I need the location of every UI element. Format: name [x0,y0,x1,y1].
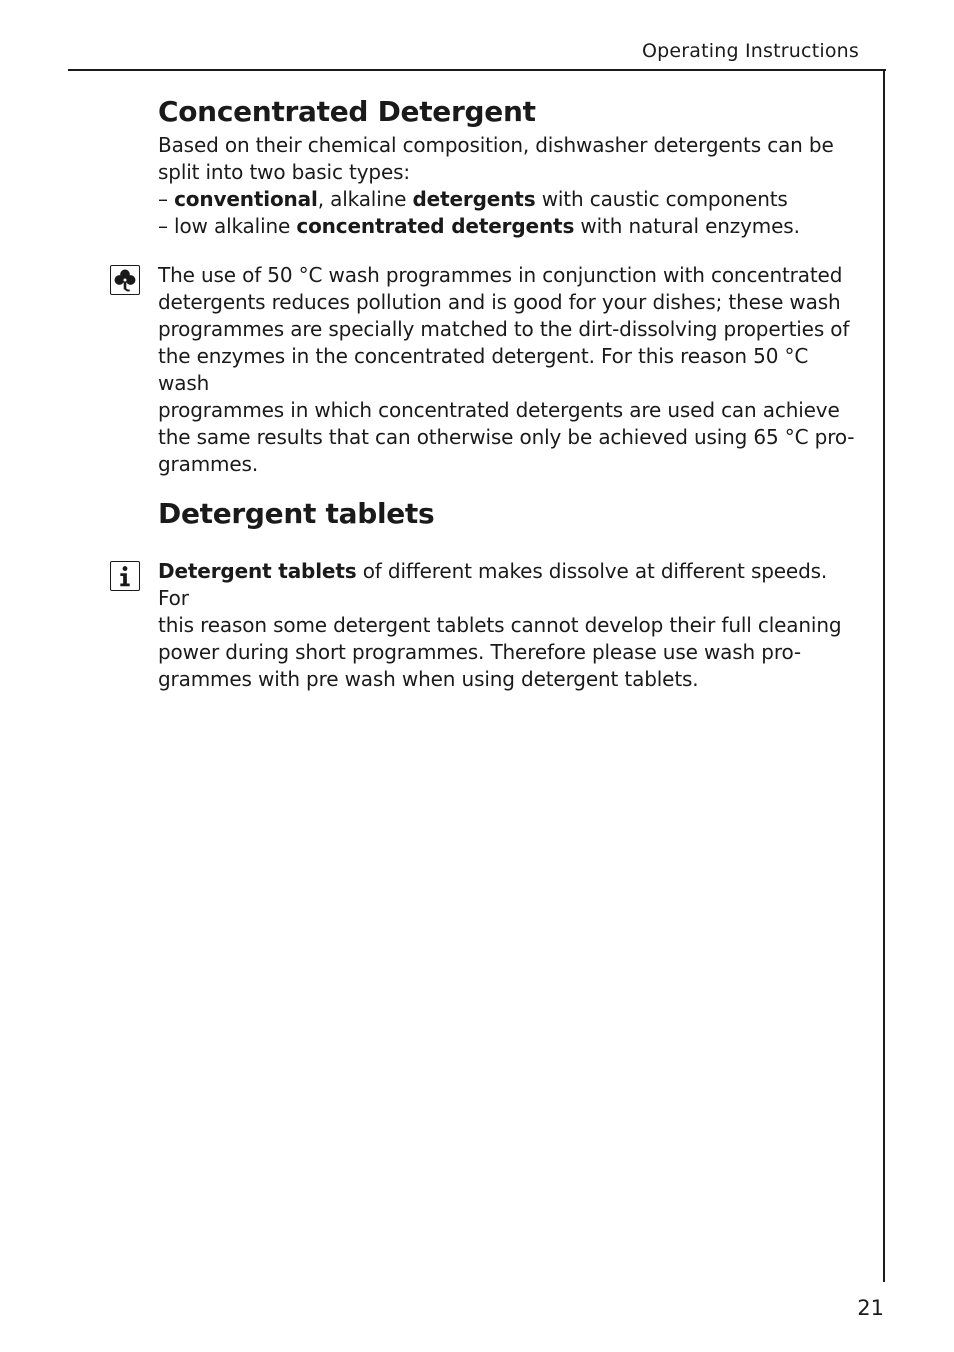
term-concentrated-detergents: concentrated detergents [296,214,575,238]
header-rule [68,69,886,71]
env-line-4: the enzymes in the concentrated detergent. For this reason 50 °C wash [158,344,809,395]
list-item-prefix: – low alkaline [158,214,297,238]
term-detergent-tablets: Detergent tablets [158,559,357,583]
intro-line-1: Based on their chemical composition, dishwasher detergents can be [158,133,834,157]
page-content [158,92,858,693]
env-line-5: programmes in which concentrated detergents are used can achieve [158,398,840,422]
env-line-7: grammes. [158,452,259,476]
term-conventional: conventional [174,187,318,211]
info-line-4: grammes with pre wash when using detergent tablets. [158,667,699,691]
info-note [158,558,858,693]
list-item-conventional [158,186,858,213]
clover-environment-icon [110,265,140,295]
environment-note [158,262,858,478]
list-item-prefix: – [158,187,175,211]
info-line-1 [158,558,858,612]
info-line-2: this reason some detergent tablets cannot develop their full cleaning [158,613,842,637]
info-icon [110,561,140,591]
list-item-text: with caustic components [535,187,788,211]
running-header: Operating Instructions [641,40,859,62]
list-item-low-alkaline [158,213,858,240]
list-item-text: with natural enzymes. [574,214,800,238]
info-note-text [158,558,858,693]
intro-line-2: split into two basic types: [158,160,410,184]
env-line-2: detergents reduces pollution and is good for your dishes; these wash [158,290,841,314]
info-line-3: power during short programmes. Therefore please use wash pro- [158,640,801,664]
environment-note-text [158,262,858,478]
env-line-1: The use of 50 °C wash programmes in conjunction with concentrated [158,263,843,287]
intro-paragraph [158,132,858,240]
env-line-3: programmes are specially matched to the dirt-dissolving properties of [158,317,850,341]
heading-concentrated-detergent: Concentrated Detergent [158,95,536,128]
side-rule [883,69,885,1282]
term-detergents: detergents [412,187,536,211]
info-line-1-rest: of different makes dissolve at different speeds. For [158,559,828,610]
env-line-6: the same results that can otherwise only be achieved using 65 °C pro- [158,425,855,449]
list-item-text: , alkaline [317,187,413,211]
heading-detergent-tablets: Detergent tablets [158,497,435,530]
page-number: 21 [857,1296,884,1320]
